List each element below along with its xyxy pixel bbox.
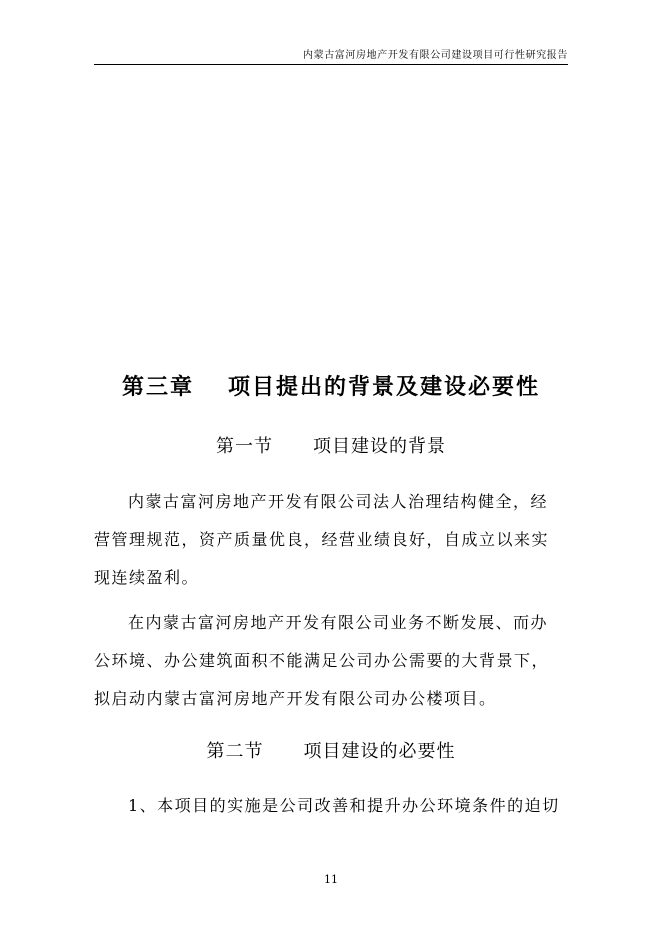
header-divider xyxy=(94,64,568,65)
chapter-number: 第三章 xyxy=(121,375,194,400)
chapter-title xyxy=(0,370,662,401)
running-header: 内蒙古富河房地产开发有限公司建设项目可行性研究报告 xyxy=(303,50,568,61)
paragraph-background-2 xyxy=(94,604,568,718)
chapter-title-text: 项目提出的背景及建设必要性 xyxy=(228,375,541,400)
section-1-number: 第一节 xyxy=(216,436,273,457)
paragraph-line: 1、本项目的实施是公司改善和提升办公环境条件的迫切 xyxy=(128,796,560,815)
section-2-title-text: 项目建设的必要性 xyxy=(303,741,456,762)
paragraph-background-1 xyxy=(94,483,568,597)
paragraph-line: 公环境、办公建筑面积不能满足公司办公需要的大背景下， xyxy=(94,651,550,670)
section-2-number: 第二节 xyxy=(206,741,264,762)
section-2-title xyxy=(0,737,662,763)
page-number: 11 xyxy=(324,873,338,886)
paragraph-line: 现连续盈利。 xyxy=(94,568,200,587)
section-1-title xyxy=(0,432,662,458)
paragraph-necessity-1 xyxy=(94,787,568,825)
paragraph-line: 拟启动内蒙古富河房地产开发有限公司办公楼项目。 xyxy=(94,689,497,708)
paragraph-line: 营管理规范，资产质量优良，经营业绩良好，自成立以来实 xyxy=(94,530,550,549)
paragraph-line: 内蒙古富河房地产开发有限公司法人治理结构健全，经 xyxy=(128,492,549,511)
paragraph-line: 在内蒙古富河房地产开发有限公司业务不断发展、而办 xyxy=(128,613,549,632)
section-1-title-text: 项目建设的背景 xyxy=(313,436,446,457)
